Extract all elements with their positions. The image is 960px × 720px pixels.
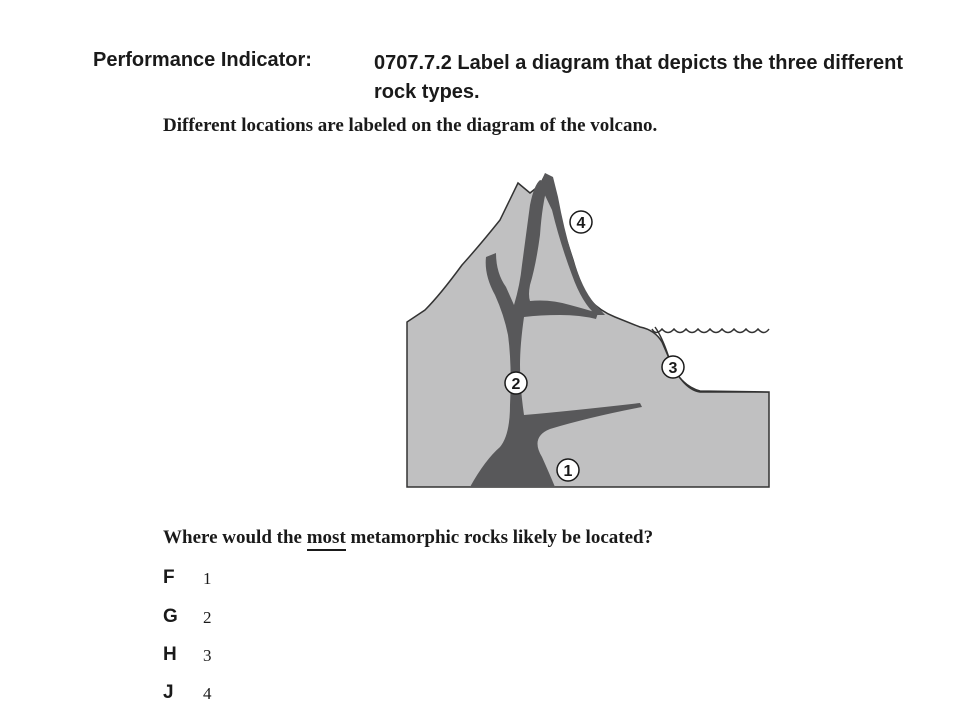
marker-3-label: 3 [668, 360, 678, 377]
marker-3 [662, 356, 684, 378]
marker-4-label: 4 [576, 215, 586, 232]
volcano-diagram [400, 165, 780, 500]
choice-value: 3 [203, 646, 212, 665]
choice-value: 2 [203, 608, 212, 627]
question-before: Where would the [163, 527, 307, 548]
choice-letter: G [163, 606, 178, 627]
marker-2 [505, 372, 527, 394]
marker-1 [557, 459, 579, 481]
marker-2-label: 2 [511, 376, 521, 393]
marker-4 [570, 211, 592, 233]
marker-1-label: 1 [563, 463, 573, 480]
choice-value: 1 [203, 569, 212, 588]
question-text [163, 527, 653, 549]
choice-letter: J [163, 682, 174, 703]
question-after: metamorphic rocks likely be located? [345, 527, 654, 548]
performance-indicator-label: Performance Indicator: [93, 49, 312, 71]
intro-text: Different locations are labeled on the diagram of the volcano. [163, 115, 658, 136]
choice-letter: H [163, 644, 177, 665]
performance-indicator-text: 0707.7.2 Label a diagram that depicts the three different rock types. [374, 52, 904, 103]
question-emphasis: most [307, 527, 346, 551]
choice-value: 4 [203, 684, 212, 703]
choice-letter: F [163, 567, 175, 588]
